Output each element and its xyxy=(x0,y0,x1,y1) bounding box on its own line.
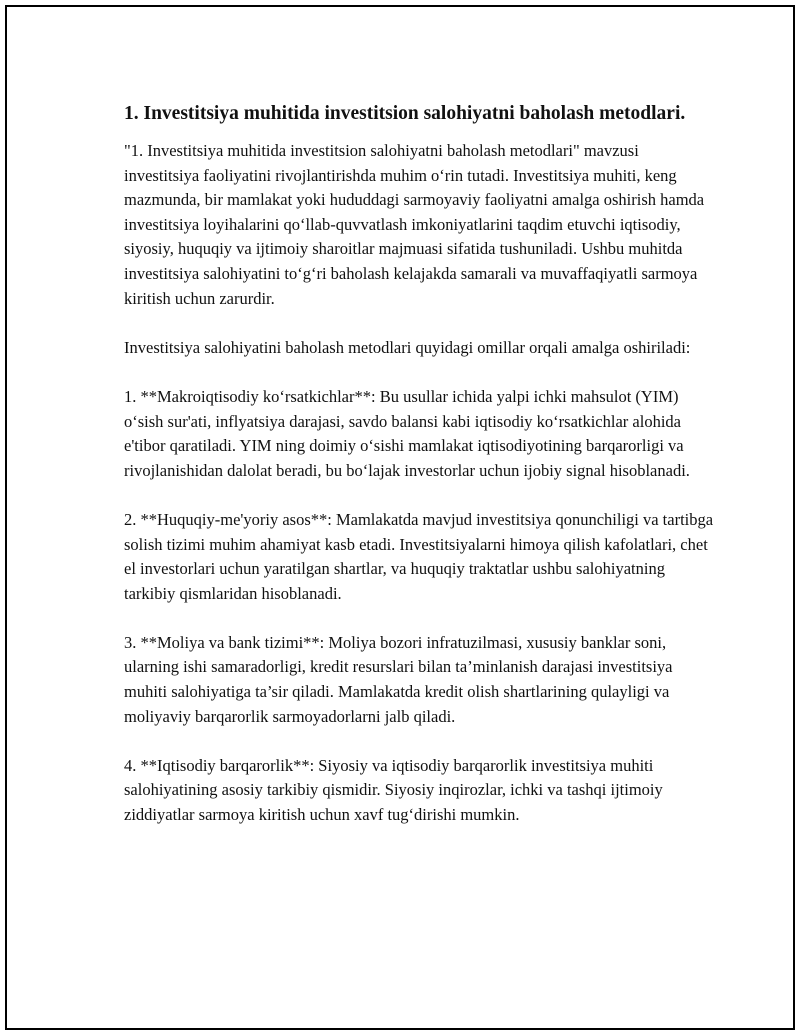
methods-lead-paragraph: Investitsiya salohiyatini baholash metodlari quyidagi omillar orqali amalga oshiriladi: xyxy=(124,337,691,357)
document-content xyxy=(124,100,714,828)
document-body xyxy=(124,139,714,828)
document-title: 1. Investitsiya muhitida investitsion salohiyatni baholash metodlari. xyxy=(124,103,686,124)
page-frame xyxy=(5,5,795,1030)
intro-paragraph: "1. Investitsiya muhitida investitsion salohiyatni baholash metodlari" mavzusi investitsiya faoliyatini rivojlantirishda muhim oʻrin tutadi. Investitsiya muhiti, keng mazmunda, bir mamlakat yoki hududdagi sarmoyaviy faoliyatni amalga oshirish hamda investitsiya loyihalarini qoʻllab-quvvatlash imkoniyatlarini taqdim etuvchi iqtisodiy, siyosiy, huquqiy va ijtimoiy sharoitlar majmuasi sifatida tushuniladi. Ushbu muhitda investitsiya salohiyatini toʻgʻri baholash kelajakda samarali va muvaffaqiyatli sarmoya kiritish uchun zarurdir. xyxy=(124,141,705,308)
list-item-finance-banking: 3. **Moliya va bank tizimi**: Moliya bozori infratuzilmasi, xususiy banklar soni, ularning ishi samaradorligi, kredit resurslari bilan ta’minlanish darajasi investitsiya muhiti salohiyatiga ta’sir qiladi. Mamlakatda kredit olish shartlarining qulayligi va moliyaviy barqarorlik sarmoyadorlarni jalb qiladi. xyxy=(124,632,673,726)
list-item-legal-framework: 2. **Huquqiy-me'yoriy asos**: Mamlakatda mavjud investitsiya qonunchiligi va tartibga solish tizimi muhim ahamiyat kasb etadi. Investitsiyalarni himoya qilish kafolatlari, chet el investorlari uchun yaratilgan shartlar, va huquqiy traktatlar ushbu salohiyatning tarkibiy qismlaridan hisoblanadi. xyxy=(124,509,714,603)
list-item-macroeconomic: 1. **Makroiqtisodiy koʻrsatkichlar**: Bu usullar ichida yalpi ichki mahsulot (YIM) oʻsish sur'ati, inflyatsiya darajasi, savdo balansi kabi iqtisodiy koʻrsatkichlar alohida e'tibor qaratiladi. YIM ning doimiy oʻsishi mamlakat iqtisodiyotining barqarorligi va rivojlanishidan dalolat beradi, bu boʻlajak investorlar uchun ijobiy signal hisoblanadi. xyxy=(124,386,690,480)
list-item-economic-stability: 4. **Iqtisodiy barqarorlik**: Siyosiy va iqtisodiy barqarorlik investitsiya muhiti salohiyatining asosiy tarkibiy qismidir. Siyosiy inqirozlar, ichki va tashqi ijtimoiy ziddiyatlar sarmoya kiritish uchun xavf tugʻdirishi mumkin. xyxy=(124,755,663,825)
